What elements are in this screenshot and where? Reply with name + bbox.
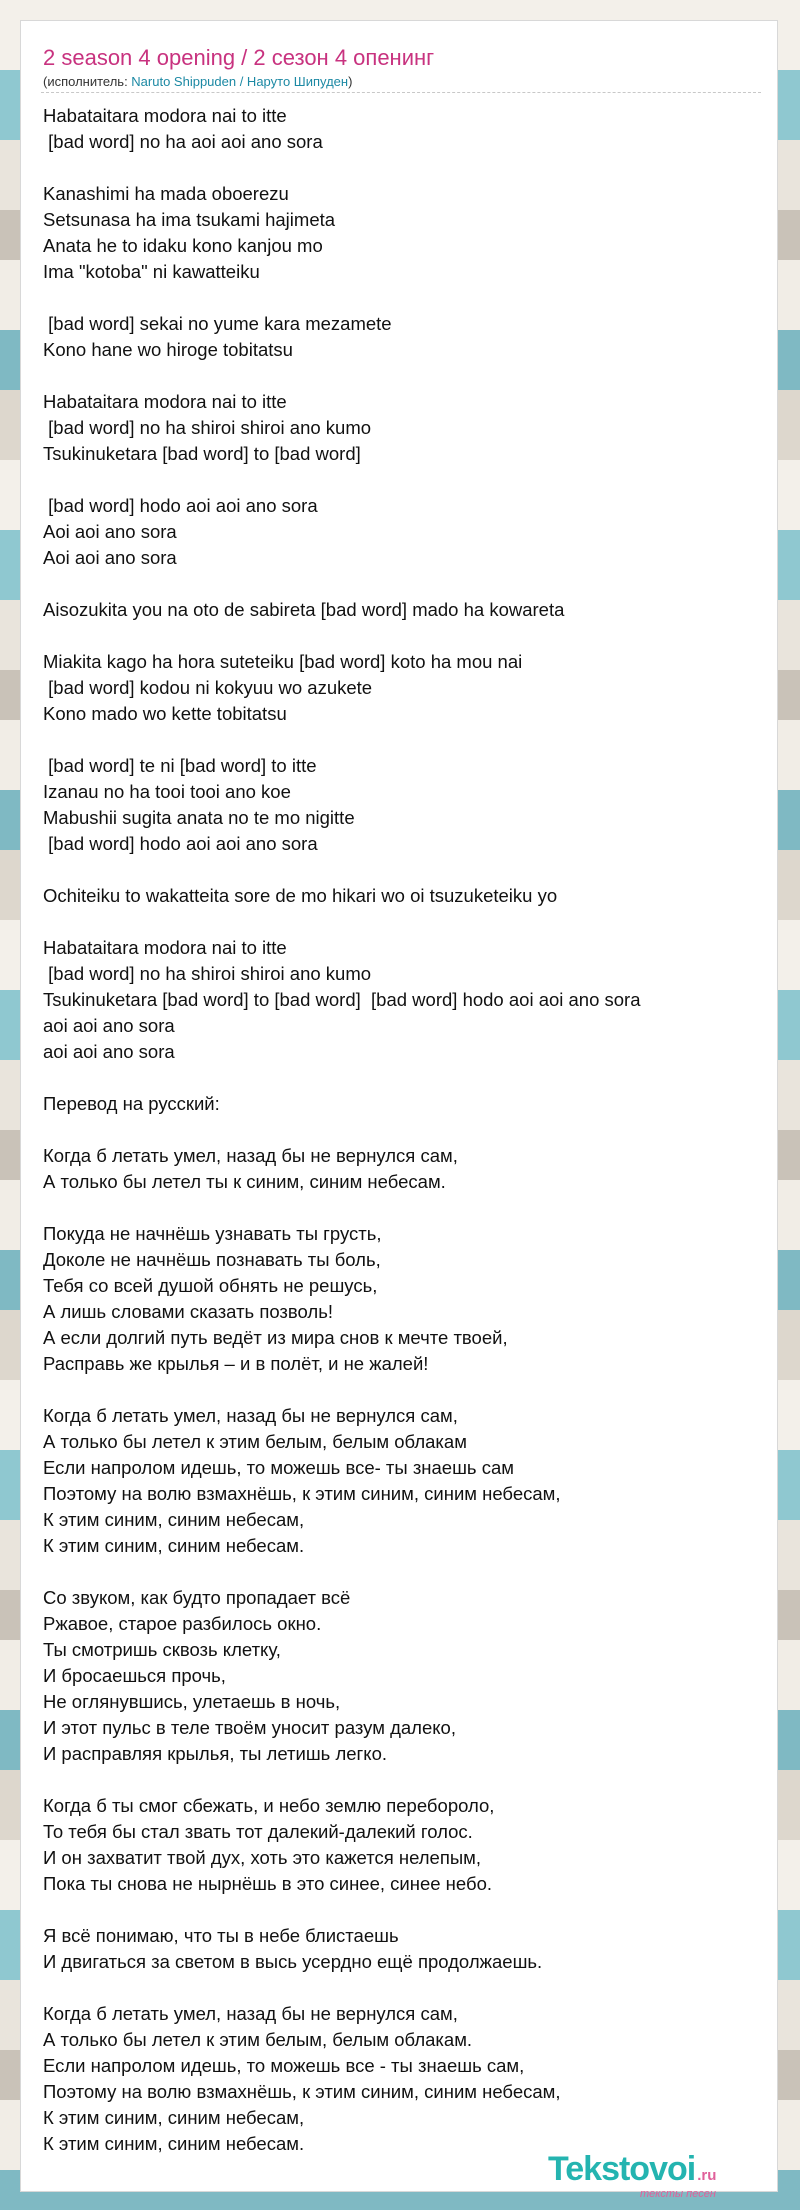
lyrics-text: Habataitara modora nai to itte [bad word] no ha aoi aoi ano sora Kanashimi ha mada oboerezu Setsunasa ha ima tsukami hajimeta Anata he to idaku kono kanjou mo Ima "kotoba" ni kawatteiku [bad word] sekai no yume kara mezamete Kono hane wo hiroge tobitatsu Habataitara modora nai to itte [bad word] no ha shiroi shiroi ano kumo Tsukinuketara [bad word] to [bad word] [bad word] hodo aoi aoi ano sora Aoi aoi ano sora Aoi aoi ano sora Aisozukita you na oto de sabireta [bad word] mado ha kowareta Miakita kago ha hora suteteiku [bad word] koto ha mou nai [bad word] kodou ni kokyuu wo azukete Kono mado wo kette tobitatsu [bad word] te ni [bad word] to itte Izanau no ha tooi tooi ano koe Mabushii sugita anata no te mo nigitte [bad word] hodo aoi aoi ano sora Ochiteiku to wakatteita sore de mo hikari wo oi tsuzuketeiku yo Habataitara modora nai to itte [bad word] no ha shiroi shiroi ano kumo Tsukinuketara [bad word] to [bad word] [bad word] hodo aoi aoi ano sora aoi aoi ano sora aoi aoi ano sora Перевод на русский: Когда б летать умел, назад бы не вернулся сам, А только бы летел ты к синим, синим небесам. Покуда не начнёшь узнавать ты грусть, Доколе не начнёшь познавать ты боль, Тебя со всей душой обнять не решусь, А лишь словами сказать позволь! А если долгий путь ведёт из мира снов к мечте твоей, Расправь же крылья – и в полёт, и не жалей! Когда б летать умел, назад бы не вернулся сам, А только бы летел к этим белым, белым облакам Если напролом идешь, то можешь все- ты знаешь сам Поэтому на волю взмахнёшь, к этим синим, синим небесам, К этим синим, синим небесам, К этим синим, синим небесам. Со звуком, как будто пропадает всё Ржавое, старое разбилось окно. Ты смотришь сквозь клетку, И бросаешься прочь, Не оглянувшись, улетаешь в ночь, И этот пульс в теле твоём уносит разум далеко, И расправляя крылья, ты летишь легко. Когда б ты смог сбежать, и небо землю перебороло, То тебя бы стал звать тот далекий-далекий голос. И он захватит твой дух, хоть это кажется нелепым, Пока ты снова не нырнёшь в это синее, синее небо. Я всё понимаю, что ты в небе блистаешь И двигаться за светом в высь усердно ещё продолжаешь. Когда б летать умел, назад бы не вернулся сам, А только бы летел к этим белым, белым облакам. Если напролом идешь, то можешь все - ты знаешь сам, Поэтому на волю взмахнёшь, к этим синим, синим небесам, К этим синим, синим небесам, К этим синим, синим небесам. xyxy=(43,105,641,2154)
header-divider xyxy=(41,92,761,93)
performer-suffix: ) xyxy=(348,74,353,89)
lyrics-card xyxy=(20,20,778,2192)
performer-line xyxy=(43,74,352,89)
performer-prefix: (исполнитель: xyxy=(43,74,132,89)
logo-main-text: Tekstovoi xyxy=(548,2150,696,2188)
logo-domain-suffix: .ru xyxy=(697,2167,717,2184)
site-logo[interactable] xyxy=(548,2150,717,2200)
logo-tagline: тексты песен xyxy=(640,2188,716,2200)
performer-link[interactable]: Naruto Shippuden / Наруто Шипуден xyxy=(131,74,349,89)
song-title: 2 season 4 opening / 2 сезон 4 опенинг xyxy=(43,45,435,70)
